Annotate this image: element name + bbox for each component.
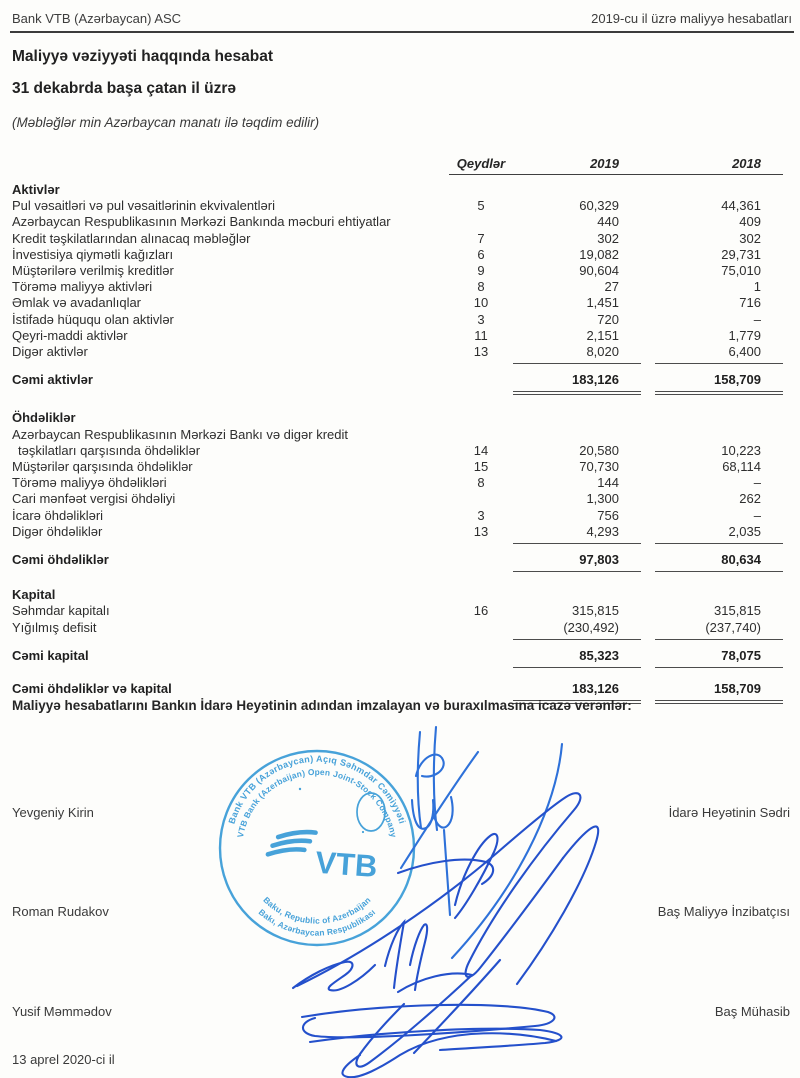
- value-2019: 27: [604, 279, 619, 295]
- statement-title: Maliyyə vəziyyəti haqqında hesabat: [12, 48, 274, 65]
- value-2019: 315,815: [572, 603, 619, 619]
- row-label: İstifadə hüququ olan aktivlər: [12, 311, 174, 327]
- table-row: [12, 198, 783, 214]
- column-header-2019: 2019: [590, 156, 619, 171]
- value-2019: 4,293: [513, 524, 641, 544]
- row-label: təşkilatları qarşısında öhdəliklər: [18, 442, 201, 458]
- value-2018: 75,010: [721, 263, 761, 279]
- vtb-logo-icon: [266, 829, 379, 884]
- table-row: [12, 231, 783, 247]
- table-total-row: [12, 648, 783, 668]
- row-label: Yığılmış defisit: [12, 619, 97, 635]
- value-2018: 315,815: [714, 603, 761, 619]
- value-2019: 19,082: [579, 246, 619, 262]
- row-label: Səhmdar kapitalı: [12, 603, 110, 619]
- table-header-row: [12, 156, 783, 175]
- row-label: Azərbaycan Respublikasının Mərkəzi Bankı və digər kredit: [12, 426, 348, 442]
- table-row: [12, 279, 783, 295]
- value-2018: 10,223: [721, 442, 761, 458]
- table-row: [12, 572, 783, 586]
- signatories-intro: Maliyyə hesabatlarını Bankın İdarə Heyətinin adından imzalayan və buraxılmasına icazə verənlər:: [12, 698, 632, 713]
- table-row: [12, 344, 783, 364]
- row-label: Törəmə maliyyə öhdəlikləri: [12, 475, 167, 491]
- signer-name: Yusif Məmmədov: [12, 1004, 112, 1019]
- signer-title: İdarə Heyətinin Sədri: [668, 805, 790, 820]
- value-2019: 70,730: [579, 459, 619, 475]
- row-label: Cəmi kapital: [12, 647, 89, 663]
- table-section-header: [12, 587, 783, 603]
- value-2019: 60,329: [579, 198, 619, 214]
- financial-position-table: [12, 156, 783, 704]
- note-cell: 3: [477, 311, 485, 327]
- value-2018: 262: [739, 491, 761, 507]
- value-2019: 90,604: [579, 263, 619, 279]
- value-2019: 756: [597, 507, 619, 523]
- row-label: Cari mənfəət vergisi öhdəliyi: [12, 491, 176, 507]
- note-cell: 5: [477, 198, 485, 214]
- signer-name: Roman Rudakov: [12, 904, 109, 919]
- row-label: Müştərilərə verilmiş kreditlər: [12, 263, 174, 279]
- stamp-arc-top-inner: VTB Bank (Azerbaijan) Open Joint-Stock Company: [235, 766, 399, 839]
- row-label: Qeyri-maddi aktivlər: [12, 327, 128, 343]
- header-rule: [10, 31, 794, 33]
- value-2019: 144: [597, 475, 619, 491]
- value-2019: 85,323: [513, 648, 641, 668]
- value-2019: 2,151: [586, 327, 619, 343]
- row-label: Pul vəsaitləri və pul vəsaitlərinin ekvivalentləri: [12, 198, 276, 214]
- table-row: [12, 524, 783, 544]
- value-2018: 1: [753, 279, 761, 295]
- report-date: 13 aprel 2020-ci il: [12, 1052, 115, 1067]
- table-row: [12, 459, 783, 475]
- note-cell: 13: [473, 523, 489, 539]
- value-2019: 183,126: [513, 372, 641, 395]
- value-2018: 409: [739, 214, 761, 230]
- column-header-2018: 2018: [732, 156, 761, 171]
- table-header-columns: [449, 156, 783, 175]
- row-label: Kredit təşkilatlarından alınacaq məbləğlər: [12, 230, 251, 246]
- table-row: [12, 395, 783, 409]
- value-2018: –: [753, 475, 761, 491]
- value-2018: 2,035: [655, 524, 783, 544]
- table-row: [12, 312, 783, 328]
- value-2019: 8,020: [513, 344, 641, 364]
- table-row: [12, 328, 783, 344]
- table-row: [12, 491, 783, 507]
- value-2018: 29,731: [721, 246, 761, 262]
- stamp-arc-top-outer: Bank VTB (Azərbaycan) Açıq Səhmdar Cəmiyyəti: [226, 753, 408, 826]
- note-cell: 8: [477, 475, 485, 491]
- value-2019: 440: [597, 214, 619, 230]
- note-cell: 3: [477, 507, 485, 523]
- signature-row-3: [12, 1004, 790, 1019]
- note-cell: 13: [473, 344, 489, 360]
- value-2018: 158,709: [655, 372, 783, 395]
- table-row: [12, 247, 783, 263]
- note-cell: 8: [477, 279, 485, 295]
- table-row: [12, 443, 783, 459]
- value-2019: 183,126: [513, 681, 641, 704]
- value-2018: 80,634: [655, 552, 783, 572]
- units-note: (Məbləğlər min Azərbaycan manatı ilə təqdim edilir): [12, 115, 320, 130]
- stamp-center-text: VTB: [314, 844, 379, 884]
- signature-row-2: [12, 904, 790, 919]
- value-2018: 158,709: [655, 681, 783, 704]
- value-2018: 6,400: [655, 344, 783, 364]
- signer-name: Yevgeniy Kirin: [12, 805, 94, 820]
- table-row: [12, 603, 783, 619]
- note-cell: 16: [473, 603, 489, 619]
- row-label: İnvestisiya qiymətli kağızları: [12, 246, 174, 262]
- row-label: Cəmi öhdəliklər: [12, 552, 109, 568]
- running-header: [0, 0, 800, 31]
- report-year-label: 2019-cu il üzrə maliyyə hesabatları: [591, 11, 792, 26]
- row-label: Cəmi aktivlər: [12, 372, 93, 388]
- row-label: Cəmi öhdəliklər və kapital: [12, 681, 172, 697]
- value-2019: 97,803: [513, 552, 641, 572]
- stamp-arc-bottom-2: Bakı, Azərbaycan Respublikası: [256, 906, 378, 938]
- note-cell: 6: [477, 246, 485, 262]
- row-label: Digər aktivlər: [12, 344, 88, 360]
- value-2019: 720: [597, 311, 619, 327]
- svg-text:VTB Bank (Azerbaijan) Open Joi: [235, 767, 399, 839]
- value-2018: 44,361: [721, 198, 761, 214]
- column-header-notes: Qeydlər: [456, 156, 506, 171]
- table-total-row: [12, 372, 783, 395]
- signer-title: Baş Maliyyə İnzibatçısı: [657, 904, 790, 919]
- table-body: [12, 182, 783, 704]
- row-label: İcarə öhdəlikləri: [12, 507, 104, 523]
- table-section-header: [12, 410, 783, 426]
- note-cell: 9: [477, 263, 485, 279]
- value-2019: 302: [597, 230, 619, 246]
- value-2018: 68,114: [722, 459, 761, 475]
- table-row: [12, 427, 783, 443]
- row-label: Törəmə maliyyə aktivləri: [12, 279, 153, 295]
- row-label: Azərbaycan Respublikasının Mərkəzi Bankında məcburi ehtiyatlar: [12, 214, 391, 230]
- note-cell: 14: [473, 442, 489, 458]
- value-2018: –: [753, 507, 761, 523]
- row-label: Əmlak və avadanlıqlar: [12, 295, 142, 311]
- row-label: Digər öhdəliklər: [12, 523, 103, 539]
- value-2019: 1,300: [586, 491, 619, 507]
- value-2018: (237,740): [655, 620, 783, 640]
- row-label: Aktivlər: [12, 182, 60, 197]
- signature-rudakov-icon: [293, 793, 598, 990]
- row-label: Öhdəliklər: [12, 410, 76, 426]
- note-cell: 7: [477, 230, 485, 246]
- table-row: [12, 295, 783, 311]
- table-row: [12, 475, 783, 491]
- value-2018: 78,075: [655, 648, 783, 668]
- value-2018: 716: [739, 295, 761, 311]
- company-name: Bank VTB (Azərbaycan) ASC: [12, 11, 182, 26]
- note-cell: 15: [473, 459, 489, 475]
- table-total-row: [12, 552, 783, 572]
- note-cell: 10: [473, 295, 489, 311]
- value-2019: 20,580: [579, 442, 619, 458]
- signature-row-1: [12, 805, 790, 820]
- signer-title: Baş Mühasib: [714, 1004, 790, 1019]
- statement-period: 31 dekabrda başa çatan il üzrə: [12, 80, 236, 97]
- signature-kirin-icon: [401, 727, 562, 958]
- table-section-header: [12, 182, 783, 198]
- stamp-arc-bottom-1: Baku, Republic of Azerbaijan: [261, 894, 373, 926]
- value-2018: 1,779: [728, 327, 761, 343]
- value-2019: (230,492): [513, 620, 641, 640]
- row-label: Kapital: [12, 587, 56, 603]
- value-2018: –: [753, 311, 761, 327]
- table-row: [12, 508, 783, 524]
- row-label: Müştərilər qarşısında öhdəliklər: [12, 459, 193, 475]
- table-row: [12, 214, 783, 230]
- table-row: [12, 620, 783, 640]
- table-row: [12, 263, 783, 279]
- value-2018: 302: [739, 230, 761, 246]
- table-header-spacer: [12, 156, 449, 175]
- value-2019: 1,451: [586, 295, 619, 311]
- note-cell: 11: [474, 327, 488, 343]
